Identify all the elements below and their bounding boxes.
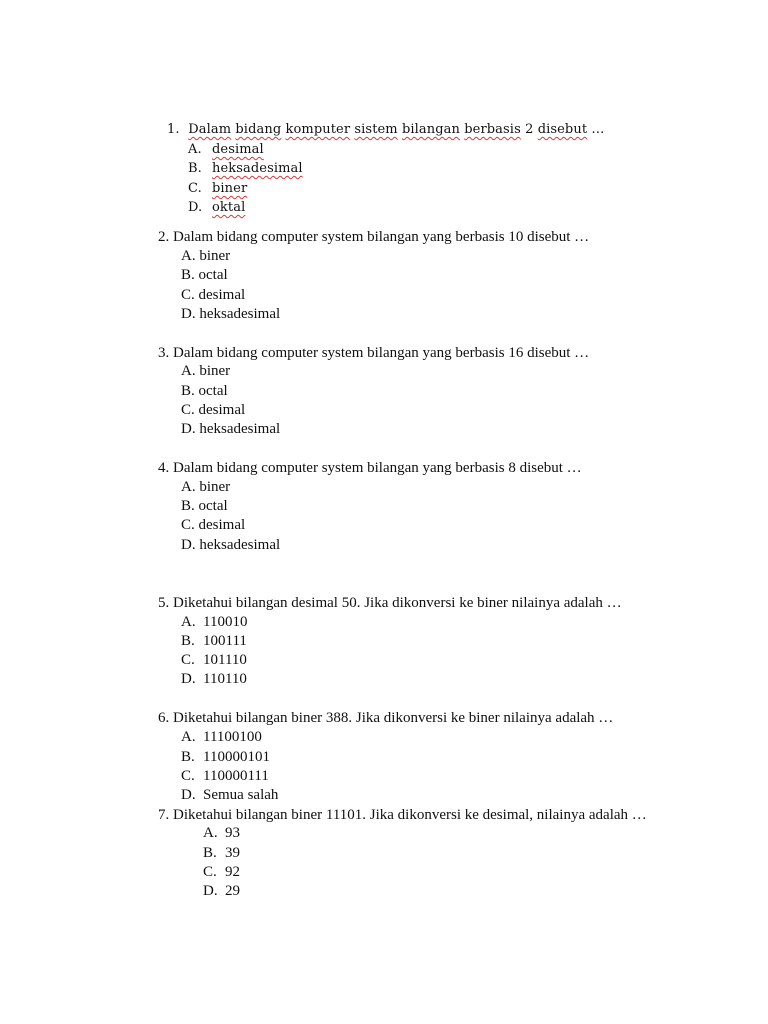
question-5-stem: 5. Diketahui bilangan desimal 50. Jika dikonversi ke biner nilainya adalah … xyxy=(158,595,622,611)
option-text: 11100100 xyxy=(203,729,262,745)
question-6-option-c xyxy=(181,767,269,785)
question-4-option-a: A. biner xyxy=(181,479,231,495)
option-text: 39 xyxy=(225,845,240,861)
question-5-option-b xyxy=(181,632,247,650)
option-letter: C. xyxy=(181,652,195,668)
question-word: disebut xyxy=(537,122,588,137)
option-text: 93 xyxy=(225,825,240,841)
option-letter: B. xyxy=(181,749,195,765)
question-6-option-d xyxy=(181,786,278,804)
option-text: oktal xyxy=(212,200,246,215)
question-1-option-c xyxy=(188,180,247,198)
question-word: Dalam xyxy=(188,122,232,137)
question-4-option-c: C. desimal xyxy=(181,517,246,533)
option-letter: B. xyxy=(203,845,217,861)
question-4-option-b: B. octal xyxy=(181,498,228,514)
option-text: desimal xyxy=(212,142,264,157)
option-text: Semua salah xyxy=(203,787,279,803)
question-4-option-d: D. heksadesimal xyxy=(181,537,281,553)
option-letter: A. xyxy=(181,614,196,630)
option-text: 92 xyxy=(225,864,240,880)
question-3-option-a: A. biner xyxy=(181,363,231,379)
question-1-option-b xyxy=(188,160,303,178)
question-word: bilangan xyxy=(401,122,460,137)
option-letter: C. xyxy=(181,768,195,784)
question-word: bidang xyxy=(235,122,282,137)
option-text: heksadesimal xyxy=(212,161,303,176)
option-text: 29 xyxy=(225,883,240,899)
option-letter: C. xyxy=(203,864,217,880)
question-word: komputer xyxy=(285,122,351,137)
option-letter: D. xyxy=(181,671,196,687)
question-number: 1. xyxy=(167,122,180,137)
option-text: 100111 xyxy=(203,633,247,649)
question-4-stem: 4. Dalam bidang computer system bilangan yang berbasis 8 disebut … xyxy=(158,460,582,476)
option-letter: D. xyxy=(188,200,203,215)
question-7-option-c xyxy=(203,863,240,881)
question-2-option-c: C. desimal xyxy=(181,287,246,303)
question-5-option-c xyxy=(181,651,247,669)
question-5-option-a xyxy=(181,613,247,631)
question-2-option-d: D. heksadesimal xyxy=(181,306,281,322)
option-text: 110000101 xyxy=(203,749,270,765)
question-2-option-b: B. octal xyxy=(181,267,228,283)
question-1-option-d xyxy=(188,199,245,217)
question-word: berbasis xyxy=(464,122,521,137)
question-3-option-d: D. heksadesimal xyxy=(181,421,281,437)
question-7-option-b xyxy=(203,844,240,862)
question-word: … xyxy=(591,122,605,137)
question-1-option-a xyxy=(188,141,264,159)
option-text: 101110 xyxy=(203,652,247,668)
option-letter: A. xyxy=(188,142,202,157)
question-3-option-c: C. desimal xyxy=(181,402,246,418)
question-6-stem: 6. Diketahui bilangan biner 388. Jika dikonversi ke biner nilainya adalah … xyxy=(158,710,614,726)
question-5-option-d xyxy=(181,670,247,688)
question-1-stem xyxy=(167,121,605,139)
question-7-option-d xyxy=(203,882,240,900)
option-text: 110110 xyxy=(203,671,247,687)
question-2-option-a: A. biner xyxy=(181,248,231,264)
question-6-option-a xyxy=(181,728,262,746)
question-3-stem: 3. Dalam bidang computer system bilangan yang berbasis 16 disebut … xyxy=(158,345,590,361)
option-text: 110010 xyxy=(203,614,248,630)
option-letter: A. xyxy=(203,825,218,841)
option-text: biner xyxy=(212,181,248,196)
option-letter: D. xyxy=(181,787,196,803)
option-letter: D. xyxy=(203,883,218,899)
question-3-option-b: B. octal xyxy=(181,383,228,399)
question-7-stem: 7. Diketahui bilangan biner 11101. Jika dikonversi ke desimal, nilainya adalah … xyxy=(158,807,647,823)
question-word: sistem xyxy=(354,122,398,137)
option-letter: C. xyxy=(188,181,202,196)
option-text: 110000111 xyxy=(203,768,269,784)
question-2-stem: 2. Dalam bidang computer system bilangan yang berbasis 10 disebut … xyxy=(158,229,590,245)
question-6-option-b xyxy=(181,748,270,766)
option-letter: A. xyxy=(181,729,196,745)
question-word: 2 xyxy=(525,122,534,137)
option-letter: B. xyxy=(181,633,195,649)
question-7-option-a xyxy=(203,824,240,842)
option-letter: B. xyxy=(188,161,202,176)
